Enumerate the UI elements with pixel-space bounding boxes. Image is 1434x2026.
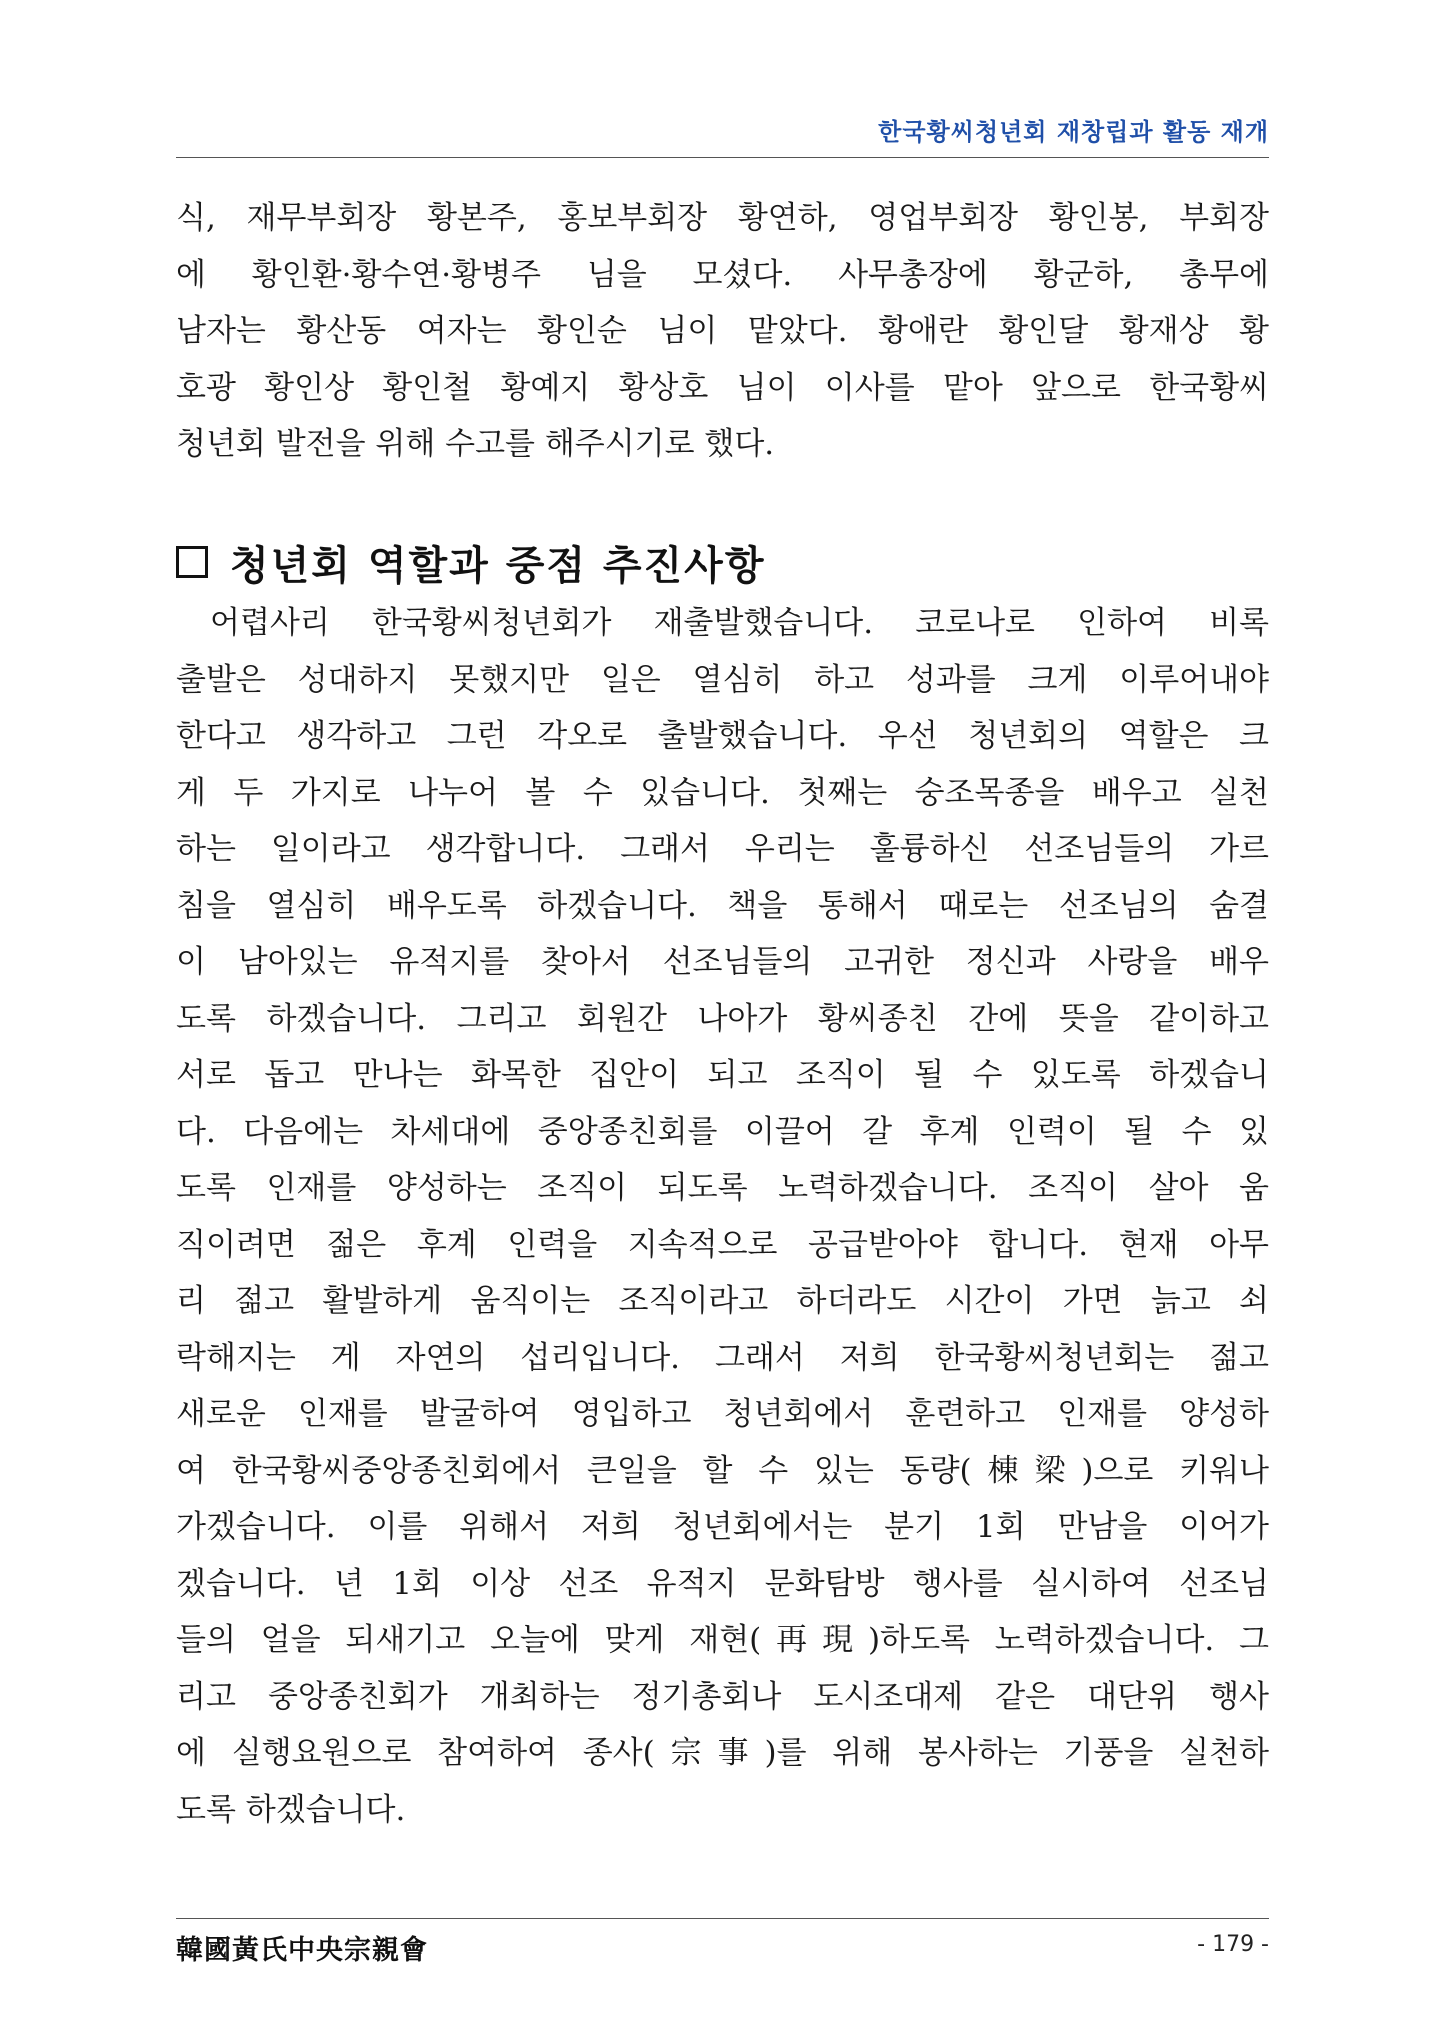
text-line: 도록 하겠습니다. 그리고 회원간 나아가 황씨종친 간에 뜻을 같이하고 bbox=[176, 1000, 1269, 1037]
text-line: 가겠습니다. 이를 위해서 저희 청년회에서는 분기 1회 만남을 이어가 bbox=[176, 1509, 1269, 1545]
text-line: 청년회 발전을 위해 수고를 해주시기로 했다. bbox=[176, 426, 775, 462]
text-line: 여 한국황씨중앙종친회에서 큰일을 할 수 있는 동량(棟梁)으로 키워나 bbox=[176, 1452, 1269, 1489]
paragraph-officers bbox=[176, 190, 1269, 473]
text-line: 게 두 가지로 나누어 볼 수 있습니다. 첫째는 숭조목종을 배우고 실천 bbox=[176, 774, 1269, 811]
text-line: 서로 돕고 만나는 화목한 집안이 되고 조직이 될 수 있도록 하겠습니 bbox=[176, 1057, 1269, 1093]
text-line: 어렵사리 한국황씨청년회가 재출발했습니다. 코로나로 인하여 비록 bbox=[210, 605, 1269, 641]
text-line: 도록 하겠습니다. bbox=[176, 1791, 406, 1828]
section-heading-text: 청년회 역할과 중점 추진사항 bbox=[230, 542, 766, 589]
text-line: 락해지는 게 자연의 섭리입니다. 그래서 저희 한국황씨청년회는 젊고 bbox=[176, 1339, 1269, 1376]
text-line: 침을 열심히 배우도록 하겠습니다. 책을 통해서 때로는 선조님의 숨결 bbox=[176, 887, 1269, 924]
page-number: - 179 - bbox=[1197, 1932, 1269, 1957]
text-line: 겠습니다. 년 1회 이상 선조 유적지 문화탐방 행사를 실시하여 선조님 bbox=[176, 1565, 1269, 1602]
running-header-title: 한국황씨청년회 재창립과 활동 재개 bbox=[878, 118, 1269, 146]
text-line: 리 젊고 활발하게 움직이는 조직이라고 하더라도 시간이 가면 늙고 쇠 bbox=[176, 1283, 1269, 1319]
footer-divider bbox=[176, 1918, 1269, 1919]
text-line: 식, 재무부회장 황본주, 홍보부회장 황연하, 영업부회장 황인봉, 부회장 bbox=[176, 200, 1269, 236]
section-heading bbox=[176, 532, 765, 592]
text-line: 에 황인환·황수연·황병주 님을 모셨다. 사무총장에 황군하, 총무에 bbox=[176, 256, 1269, 293]
text-line: 남자는 황산동 여자는 황인순 님이 맡았다. 황애란 황인달 황재상 황 bbox=[176, 313, 1269, 349]
text-line: 새로운 인재를 발굴하여 영입하고 청년회에서 훈련하고 인재를 양성하 bbox=[176, 1396, 1269, 1432]
text-line: 리고 중앙종친회가 개최하는 정기총회나 도시조대제 같은 대단위 행사 bbox=[176, 1678, 1269, 1715]
text-line: 에 실행요원으로 참여하여 종사(宗事)를 위해 봉사하는 기풍을 실천하 bbox=[176, 1735, 1269, 1771]
text-line: 직이려면 젊은 후계 인력을 지속적으로 공급받아야 합니다. 현재 아무 bbox=[176, 1226, 1269, 1263]
footer-organization: 韓國黃氏中央宗親會 bbox=[176, 1935, 428, 1966]
text-line: 도록 인재를 양성하는 조직이 되도록 노력하겠습니다. 조직이 살아 움 bbox=[176, 1170, 1269, 1206]
text-line: 출발은 성대하지 못했지만 일은 열심히 하고 성과를 크게 이루어내야 bbox=[176, 661, 1269, 698]
header-divider bbox=[176, 157, 1269, 158]
text-line: 호광 황인상 황인철 황예지 황상호 님이 이사를 맡아 앞으로 한국황씨 bbox=[176, 369, 1269, 406]
text-line: 이 남아있는 유적지를 찾아서 선조님들의 고귀한 정신과 사랑을 배우 bbox=[176, 944, 1269, 980]
square-bullet-icon bbox=[176, 546, 208, 578]
text-line: 들의 얼을 되새기고 오늘에 맞게 재현(再現)하도록 노력하겠습니다. 그 bbox=[176, 1622, 1269, 1658]
text-line: 한다고 생각하고 그런 각오로 출발했습니다. 우선 청년회의 역할은 크 bbox=[176, 718, 1269, 754]
text-line: 하는 일이라고 생각합니다. 그래서 우리는 훌륭하신 선조님들의 가르 bbox=[176, 831, 1269, 867]
text-line: 다. 다음에는 차세대에 중앙종친회를 이끌어 갈 후계 인력이 될 수 있 bbox=[176, 1113, 1269, 1150]
paragraph-roles bbox=[176, 595, 1269, 1838]
